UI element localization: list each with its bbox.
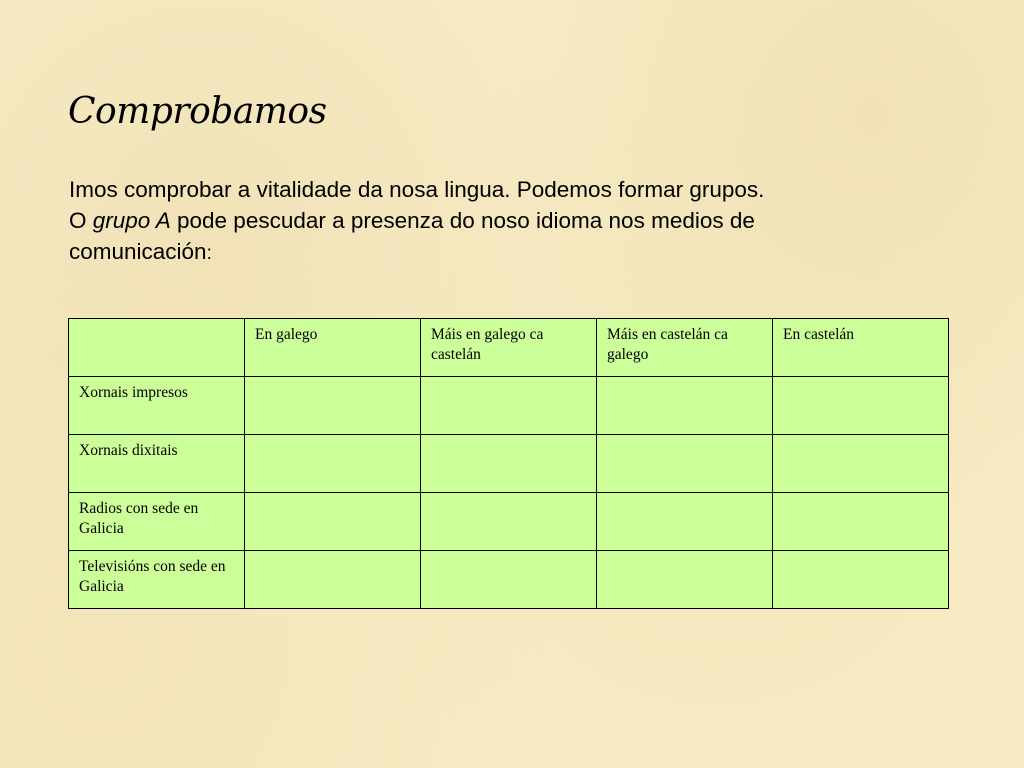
table-cell[interactable] xyxy=(421,493,597,551)
intro-line-2-prefix: O xyxy=(69,208,93,233)
intro-paragraph xyxy=(69,174,889,269)
intro-line-3-colon: : xyxy=(206,243,212,264)
row-label-xornais-impresos: Xornais impresos xyxy=(69,377,245,435)
table-cell[interactable] xyxy=(245,493,421,551)
table-cell[interactable] xyxy=(773,435,949,493)
row-label-xornais-dixitais: Xornais dixitais xyxy=(69,435,245,493)
table-cell[interactable] xyxy=(245,435,421,493)
table-row xyxy=(69,377,949,435)
table-header-row xyxy=(69,319,949,377)
table-cell[interactable] xyxy=(773,493,949,551)
table-cell[interactable] xyxy=(597,493,773,551)
table-cell[interactable] xyxy=(773,377,949,435)
table-cell[interactable] xyxy=(421,377,597,435)
intro-line-1: Imos comprobar a vitalidade da nosa lingua. Podemos formar grupos. xyxy=(69,177,765,202)
row-label-televisions: Televisións con sede en Galicia xyxy=(69,551,245,609)
intro-group-a: grupo A xyxy=(92,208,171,233)
row-label-radios: Radios con sede en Galicia xyxy=(69,493,245,551)
table-row xyxy=(69,551,949,609)
intro-line-2-suffix: pode pescudar a presenza do noso idioma nos medios de xyxy=(170,208,755,233)
media-survey-table xyxy=(68,318,949,609)
column-header-mais-castelan: Máis en castelán ca galego xyxy=(597,319,773,377)
table-cell[interactable] xyxy=(773,551,949,609)
table-cell[interactable] xyxy=(597,435,773,493)
column-header-mais-galego: Máis en galego ca castelán xyxy=(421,319,597,377)
column-header-en-galego: En galego xyxy=(245,319,421,377)
table-cell[interactable] xyxy=(597,551,773,609)
intro-line-3 xyxy=(69,236,889,269)
table-corner-cell xyxy=(69,319,245,377)
slide-title: Comprobamos xyxy=(68,91,327,132)
table-cell[interactable] xyxy=(245,377,421,435)
table-row xyxy=(69,493,949,551)
intro-line-3-text: comunicación xyxy=(69,239,207,264)
table-cell[interactable] xyxy=(597,377,773,435)
table-cell[interactable] xyxy=(245,551,421,609)
table-cell[interactable] xyxy=(421,551,597,609)
table-row xyxy=(69,435,949,493)
intro-line-2 xyxy=(69,205,889,236)
table-cell[interactable] xyxy=(421,435,597,493)
column-header-en-castelan: En castelán xyxy=(773,319,949,377)
